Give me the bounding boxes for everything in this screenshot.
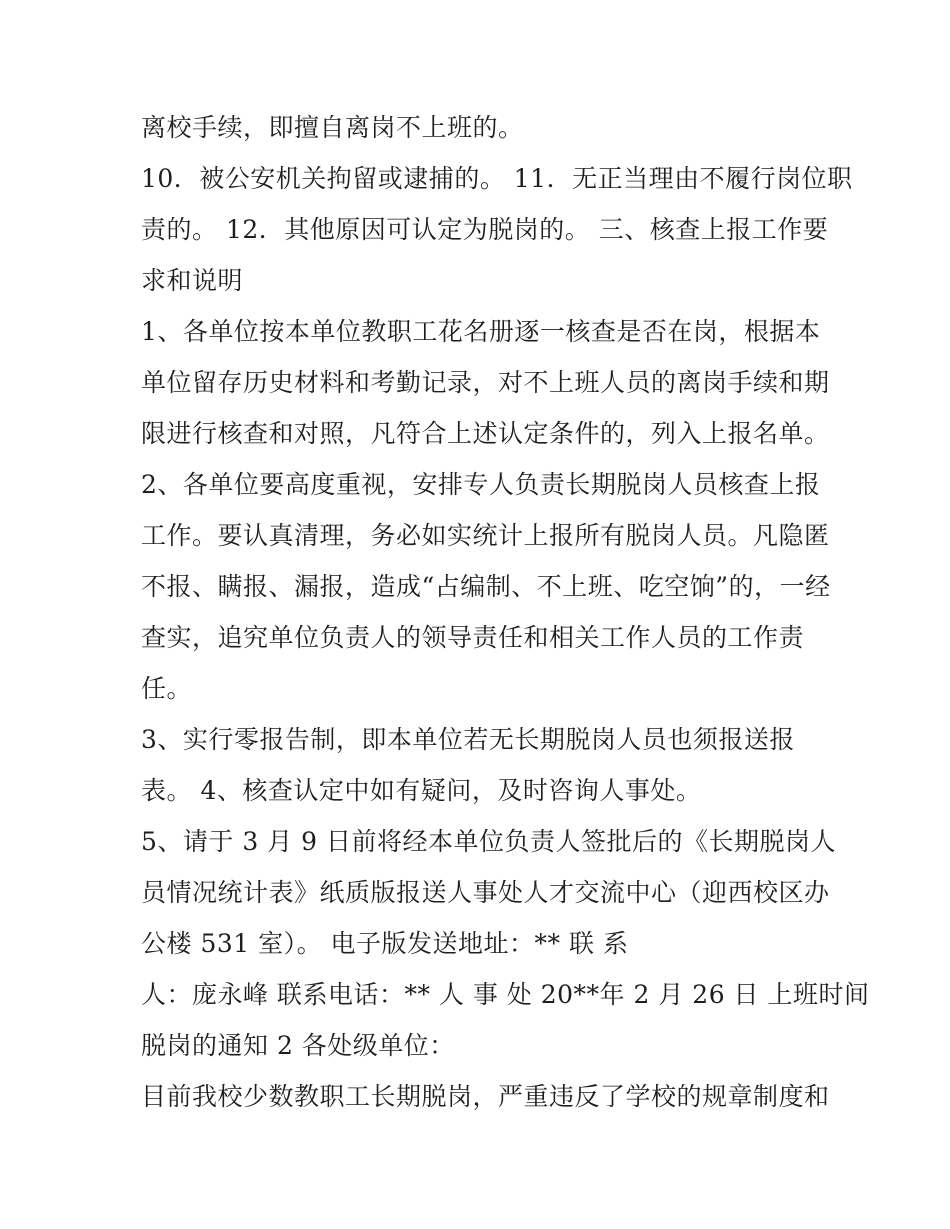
text-line: 2、各单位要高度重视，安排专人负责长期脱岗人员核查上报 bbox=[141, 470, 821, 499]
text-line: 求和说明 bbox=[141, 266, 244, 295]
text-line: 责的。 12．其他原因可认定为脱岗的。 三、核查上报工作要 bbox=[141, 215, 829, 244]
text-line: 公楼 531 室）。 电子版发送地址：** 联 系 bbox=[141, 929, 629, 958]
text-line: 表。 4、核查认定中如有疑问，及时咨询人事处。 bbox=[141, 776, 702, 805]
text-line: 1、各单位按本单位教职工花名册逐一核查是否在岗，根据本 bbox=[141, 317, 821, 346]
text-line: 10．被公安机关拘留或逮捕的。 11．无正当理由不履行岗位职 bbox=[141, 164, 853, 193]
text-line: 员情况统计表》纸质版报送人事处人才交流中心（迎西校区办 bbox=[141, 878, 830, 907]
text-line: 限进行核查和对照，凡符合上述认定条件的，列入上报名单。 bbox=[141, 419, 830, 448]
text-line: 查实，追究单位负责人的领导责任和相关工作人员的工作责 bbox=[141, 623, 805, 652]
text-line: 不报、瞒报、漏报，造成“占编制、不上班、吃空饷”的，一经 bbox=[141, 572, 831, 601]
text-line: 离校手续，即擅自离岗不上班的。 bbox=[141, 113, 524, 142]
text-line: 工作。要认真清理，务必如实统计上报所有脱岗人员。凡隐匿 bbox=[141, 521, 830, 550]
text-line: 5、请于 3 月 9 日前将经本单位负责人签批后的《长期脱岗人 bbox=[141, 827, 837, 856]
text-line: 3、实行零报告制，即本单位若无长期脱岗人员也须报送报 bbox=[141, 725, 795, 754]
text-line: 单位留存历史材料和考勤记录，对不上班人员的离岗手续和期 bbox=[141, 368, 830, 397]
text-line: 脱岗的通知 2 各处级单位： bbox=[141, 1031, 455, 1060]
text-line: 目前我校少数教职工长期脱岗，严重违反了学校的规章制度和 bbox=[141, 1082, 830, 1111]
text-line: 任。 bbox=[141, 674, 193, 703]
text-line: 人：庞永峰 联系电话：** 人 事 处 20**年 2 月 26 日 上班时间 bbox=[141, 980, 870, 1009]
